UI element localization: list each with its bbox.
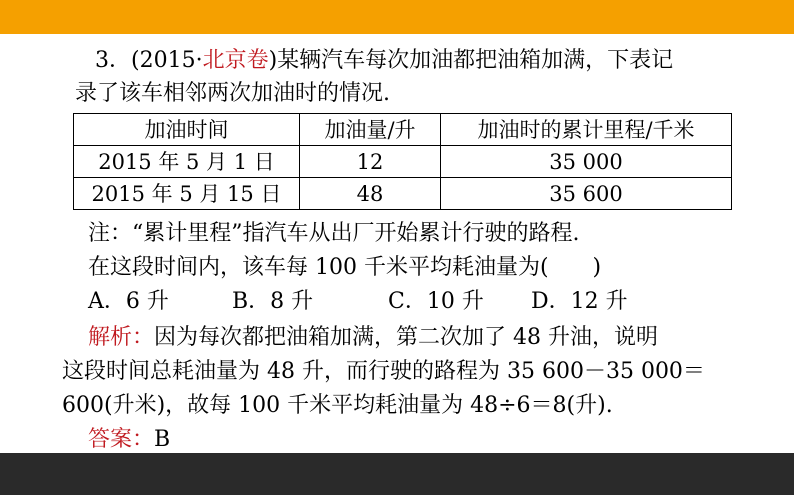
analysis-line-3: 600(升米)，故每 100 千米平均耗油量为 48÷6＝8(升). [62,393,613,418]
question-number: 3．(2015· [95,48,203,73]
analysis-line-2: 这段时间总耗油量为 48 升，而行驶的路程为 35 600－35 000＝ [62,359,705,384]
option-b: B．8 升 [232,289,314,314]
table-header-cell: 加油时的累计里程/千米 [441,114,732,146]
table-cell: 2015 年 5 月 15 日 [74,178,300,210]
table-cell: 35 600 [441,178,732,210]
question-line-2: 录了该车相邻两次加油时的情况. [75,81,390,106]
table-header-cell: 加油时间 [74,114,300,146]
option-d: D．12 升 [531,289,628,314]
question-text: )某辆汽车每次加油都把油箱加满，下表记 [268,48,674,73]
table-header-cell: 加油量/升 [300,114,441,146]
refuel-table [73,113,732,210]
question-prompt: 在这段时间内，该车每 100 千米平均耗油量为( ) [88,255,602,280]
top-accent-bar [0,0,794,34]
answer-label: 答案： [88,427,155,452]
note-text: 注：“累计里程”指汽车从出厂开始累计行驶的路程. [88,221,580,246]
question-source: 北京卷 [202,48,269,73]
table-cell: 35 000 [441,146,732,178]
table-cell: 48 [300,178,441,210]
option-c: C．10 升 [388,289,484,314]
table-header-row [74,114,732,146]
answer-line [88,425,170,455]
question-line-1 [95,46,673,76]
bottom-bar [0,453,794,495]
analysis-label: 解析： [88,325,155,350]
table-row [74,146,732,178]
analysis-text: 因为每次都把油箱加满，第二次加了 48 升油，说明 [154,325,658,350]
table-cell: 2015 年 5 月 1 日 [74,146,300,178]
analysis-line-1 [88,323,658,353]
table-row [74,178,732,210]
option-a: A．6 升 [88,289,169,314]
answer-value: B [154,427,171,452]
table-cell: 12 [300,146,441,178]
